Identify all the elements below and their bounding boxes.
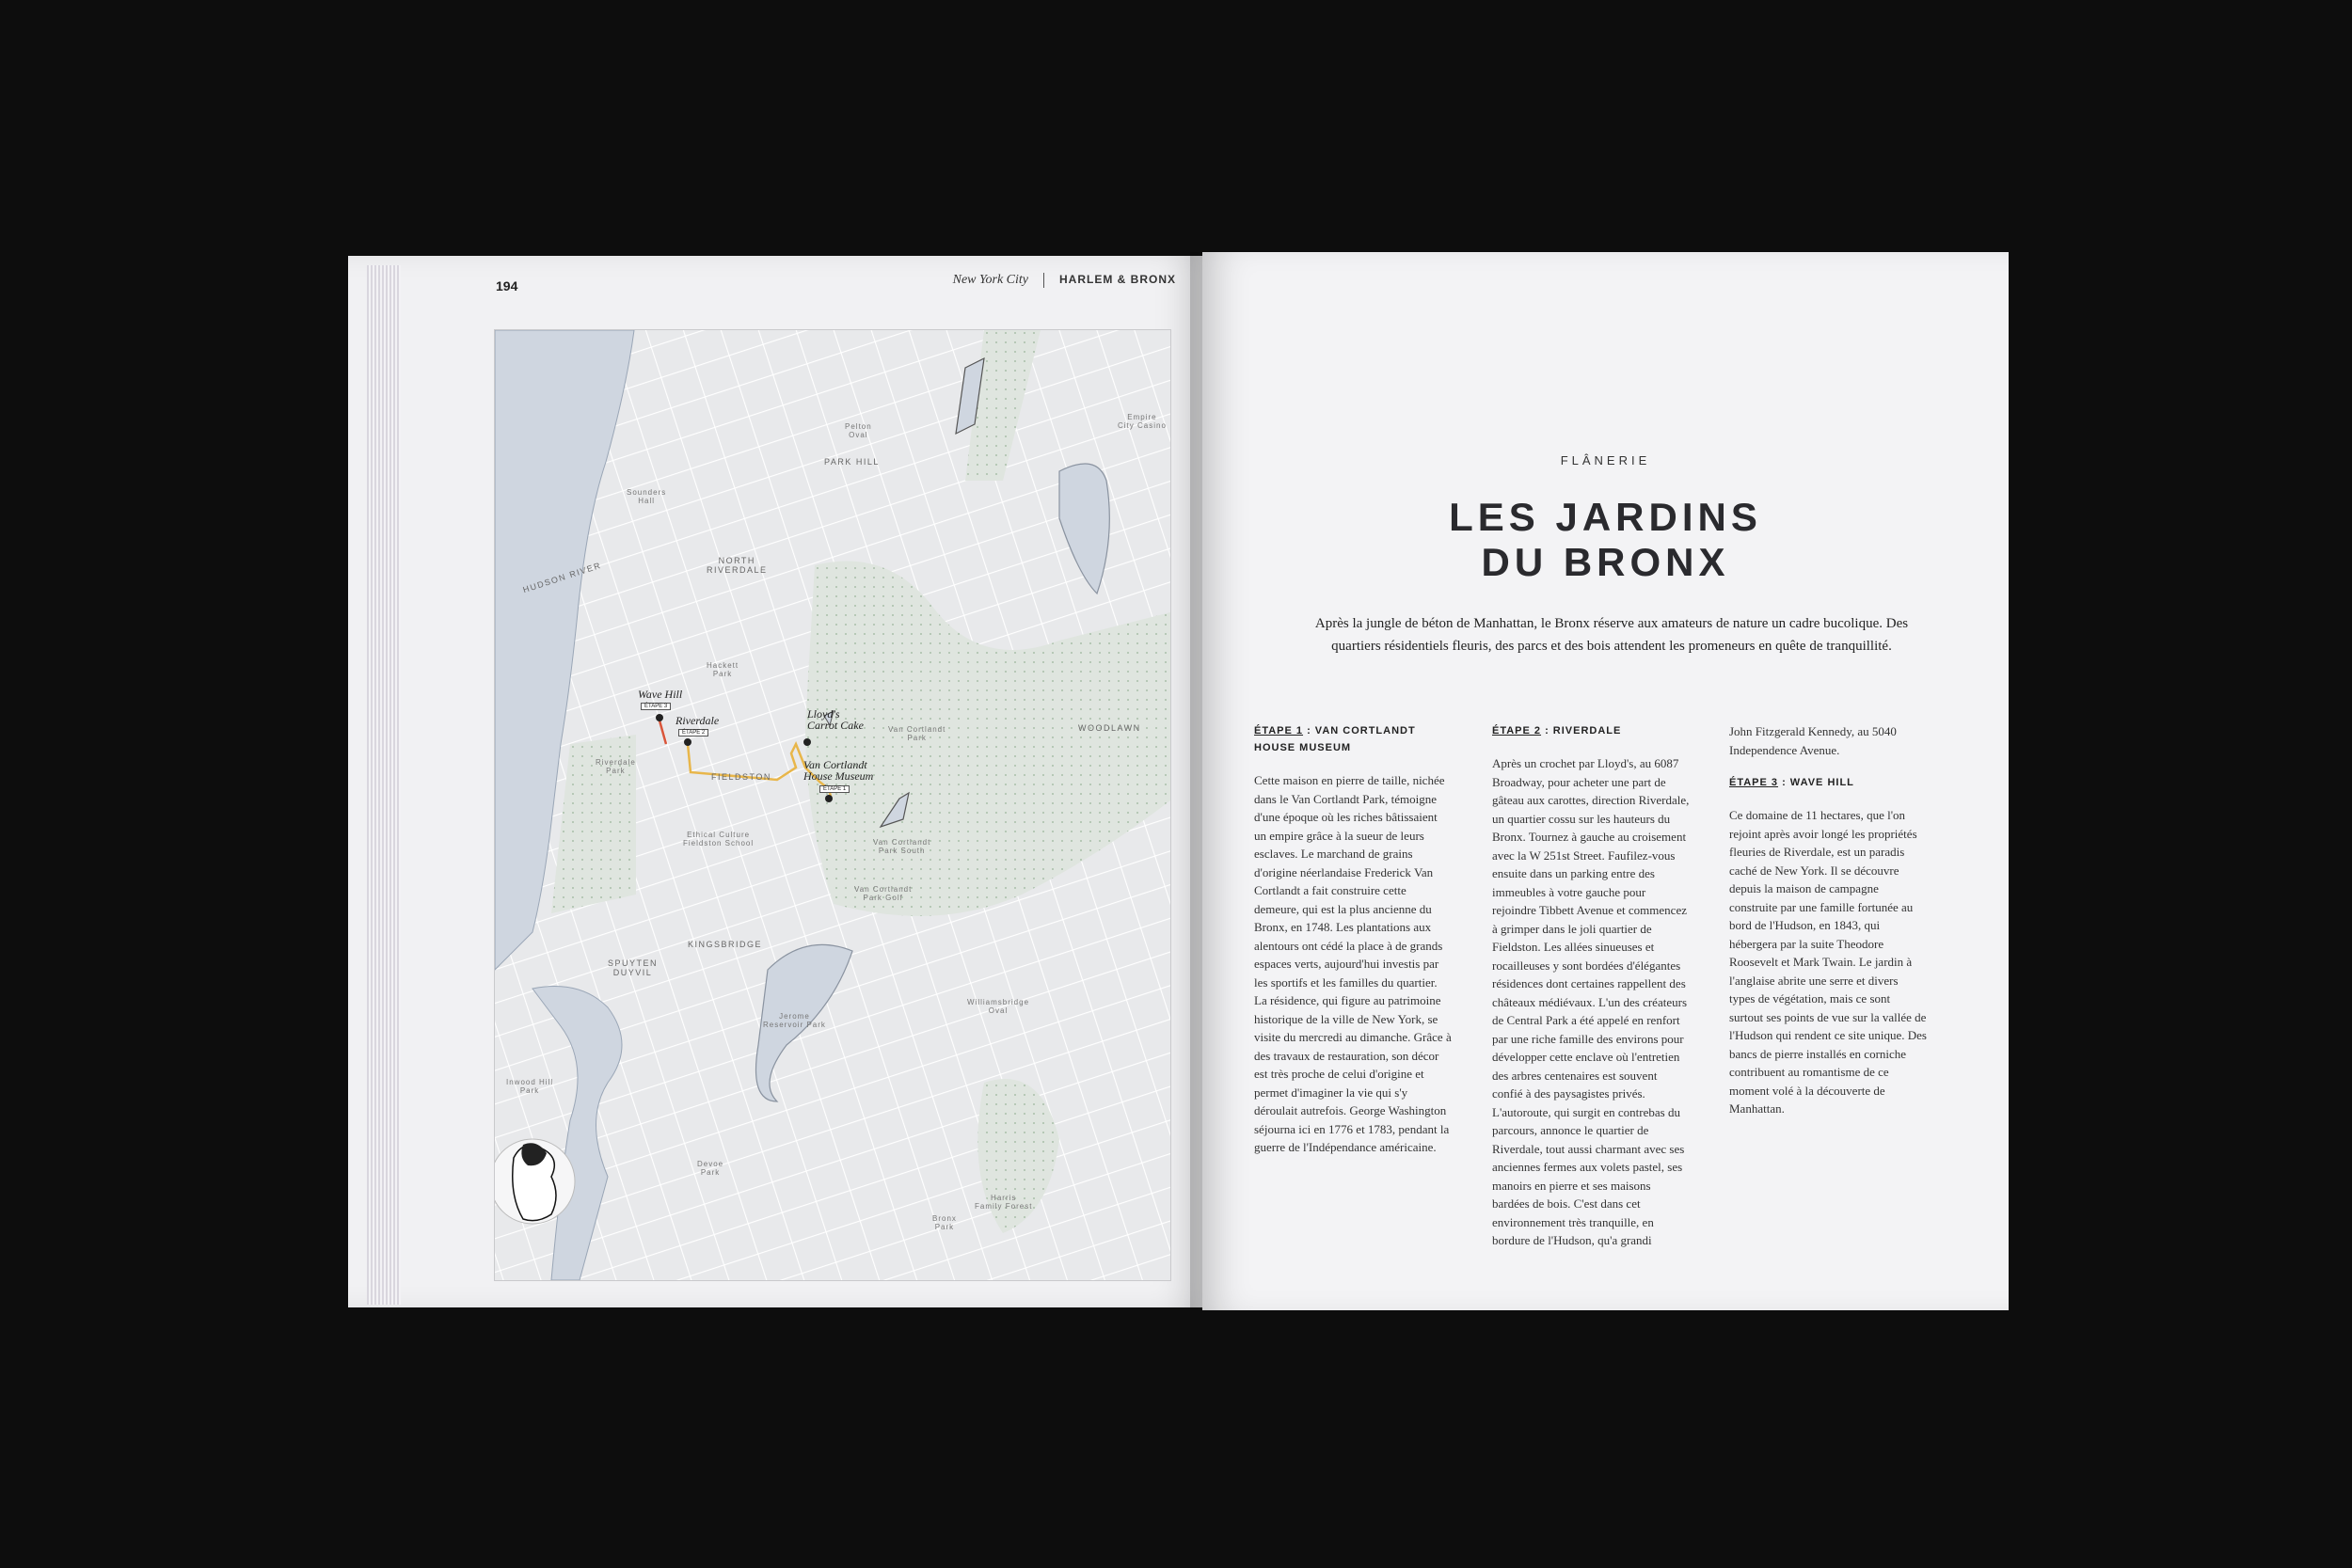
map-label-empire-city-casino: Empire City Casino (1118, 413, 1167, 430)
map-label-hackett-park: Hackett Park (707, 661, 739, 678)
text-etape-3: Ce domaine de 11 hectares, que l'on rejoint après avoir longé les propriétés fleuries de Riverdale, est un paradis caché de New York. Il se découvre depuis la maison de campagne construite par une famille fortunée au bord de l'Hudson, en 1843, qui hébergera par la suite Theodore Roosevelt et Mark Twain. Le jardin à l'anglaise abrite une serre et divers types de végétation, mais ce sont surtout ses points de vue sur la vallée de l'Hudson qui rendent ce site unique. Des bancs de pierre installés en corniche contribuent au romantisme de ce moment volé à la découverte de Manhattan. (1729, 808, 1927, 1116)
column-etape-3 (1729, 722, 1927, 1133)
heading-etape-2 (1492, 722, 1690, 739)
map-label-van-cortlandt-park: Van Cortlandt Park (888, 725, 946, 742)
title-line-1: LES JARDINS (1449, 495, 1762, 539)
map-label-spuyten-duyvil: SPUYTEN DUYVIL (608, 958, 659, 977)
map-graphic (495, 330, 1170, 1280)
page-edge (367, 265, 401, 1305)
left-page (348, 256, 1204, 1307)
map-etape-3: ÉTAPE 3 (641, 703, 671, 710)
text-etape-2-continued: John Fitzgerald Kennedy, au 5040 Independence Avenue. (1729, 724, 1897, 757)
heading-etape-1-title: : VAN CORTLANDT HOUSE MUSEUM (1254, 725, 1416, 753)
text-etape-2: Après un crochet par Lloyd's, au 6087 Broadway, pour acheter une part de gâteau aux carottes, direction Riverdale, un quartier cossu sur les hauteurs du Bronx. Tournez à gauche au croisement avec la W 251st Street. Faufilez-vous ensuite dans un parking entre des immeubles à votre gauche pour rejoindre Tibbett Avenue et commencez à grimper dans le joli quartier de Fieldston. Les allées sinueuses et rocailleuses y sont bordées d'élégantes résidences dont certaines rappellent des châteaux médiévaux. L'un des créateurs de Central Park a été appelé en renfort par une riche famille des environs pour développer cette enclave où l'entretien des arbres centenaires est souvent confié à des paysagistes privés. L'autoroute, qui surgit en contrebas du parcours, annonce le quartier de Riverdale, tout aussi charmant avec ses anciennes fermes aux volets pastel, ses manoirs en pierre et ses maisons bardées de bois. C'est dans cet environnement très tranquille, en bordure de l'Hudson, qu'a grandi (1492, 756, 1690, 1247)
running-head (687, 273, 1204, 288)
map-label-devoe-park: Devoe Park (697, 1160, 724, 1177)
bronx-map (494, 329, 1171, 1281)
map-label-inwood-hill-park: Inwood Hill Park (506, 1078, 554, 1095)
map-stop-riverdale: Riverdale (675, 714, 720, 727)
running-head-divider (1043, 273, 1044, 288)
map-label-fieldston: FIELDSTON (711, 772, 771, 782)
map-label-sounders-hall: Sounders Hall (627, 488, 667, 505)
map-stop-van-cortlandt: Van Cortlandt House Museum (803, 758, 874, 783)
map-label-hudson-river: HUDSON RIVER (521, 560, 603, 595)
heading-etape-3 (1729, 774, 1927, 791)
map-label-williamsbridge-oval: Williamsbridge Oval (967, 998, 1030, 1015)
map-label-van-cortlandt-park-south: Van Cortlandt Park South (873, 838, 931, 855)
map-label-pelton-oval: Pelton Oval (845, 422, 872, 439)
map-stop-wave-hill: Wave Hill (638, 688, 683, 701)
heading-etape-1-num: ÉTAPE 1 (1254, 725, 1304, 736)
map-label-bronx-park: Bronx Park (932, 1214, 957, 1231)
title-line-2: DU BRONX (1481, 540, 1730, 584)
intro-paragraph: Après la jungle de béton de Manhattan, le Bronx réserve aux amateurs de nature un cadre bucolique. Des quartiers résidentiels fleuris, des parcs et des bois attendent les promeneurs en quête de tranquillité. (1314, 616, 1909, 654)
right-page (1202, 252, 2009, 1310)
heading-etape-2-num: ÉTAPE 2 (1492, 725, 1542, 736)
map-label-van-cortlandt-park-golf: Van Cortlandt Park Golf (854, 885, 913, 902)
map-label-harris-forest: Harris Family Forest (975, 1194, 1033, 1211)
map-label-riverdale-park: Riverdale Park (596, 758, 636, 775)
heading-etape-1 (1254, 722, 1452, 756)
map-label-park-hill: PARK HILL (824, 457, 880, 467)
open-book (348, 252, 2009, 1310)
map-label-jerome-reservoir: Jerome Reservoir Park (763, 1012, 826, 1029)
heading-etape-3-num: ÉTAPE 3 (1729, 777, 1779, 788)
heading-etape-2-title: : RIVERDALE (1541, 725, 1622, 736)
kicker: FLÂNERIE (1560, 453, 1651, 467)
running-head-section: HARLEM & BRONX (1059, 273, 1176, 287)
page-number: 194 (496, 278, 518, 293)
map-label-woodlawn: WOODLAWN (1078, 723, 1141, 733)
map-etape-2: ÉTAPE 2 (678, 729, 708, 736)
article-title (1202, 495, 2009, 585)
text-etape-1: Cette maison en pierre de taille, nichée dans le Van Cortlandt Park, témoigne d'une époque où les riches bâtissaient un empire grâce à la sueur de leurs esclaves. Le marchand de grains d'origine néerlandaise Frederick Van Cortlandt a fait construire cette demeure, qui est la plus ancienne du Bronx, en 1748. Les plantations aux alentours ont cédé la place à de grands espaces verts, aujourd'hui investis par les sportifs et les familles du quartier. La résidence, qui figure au patrimoine historique de la ville de New York, se visite du mercredi au dimanche. Grâce à des travaux de restauration, son décor est très proche de celui d'origine et permet d'imaginer la vie qui s'y déroulait autrefois. George Washington séjourna ici en 1776 et 1783, pendant la guerre de l'Indépendance américaine. (1254, 773, 1452, 1154)
column-etape-1 (1254, 722, 1452, 1172)
map-label-kingsbridge: KINGSBRIDGE (688, 940, 763, 949)
map-label-north-riverdale: NORTH RIVERDALE (707, 556, 768, 575)
heading-etape-3-title: : WAVE HILL (1778, 777, 1854, 788)
column-etape-2 (1492, 722, 1690, 1265)
map-label-ethical-culture: Ethical Culture Fieldston School (683, 831, 755, 847)
map-stop-lloyds: Lloyd's Carrot Cake (807, 707, 864, 732)
map-etape-1: ÉTAPE 1 (819, 785, 850, 793)
running-head-book: New York City (952, 273, 1028, 288)
